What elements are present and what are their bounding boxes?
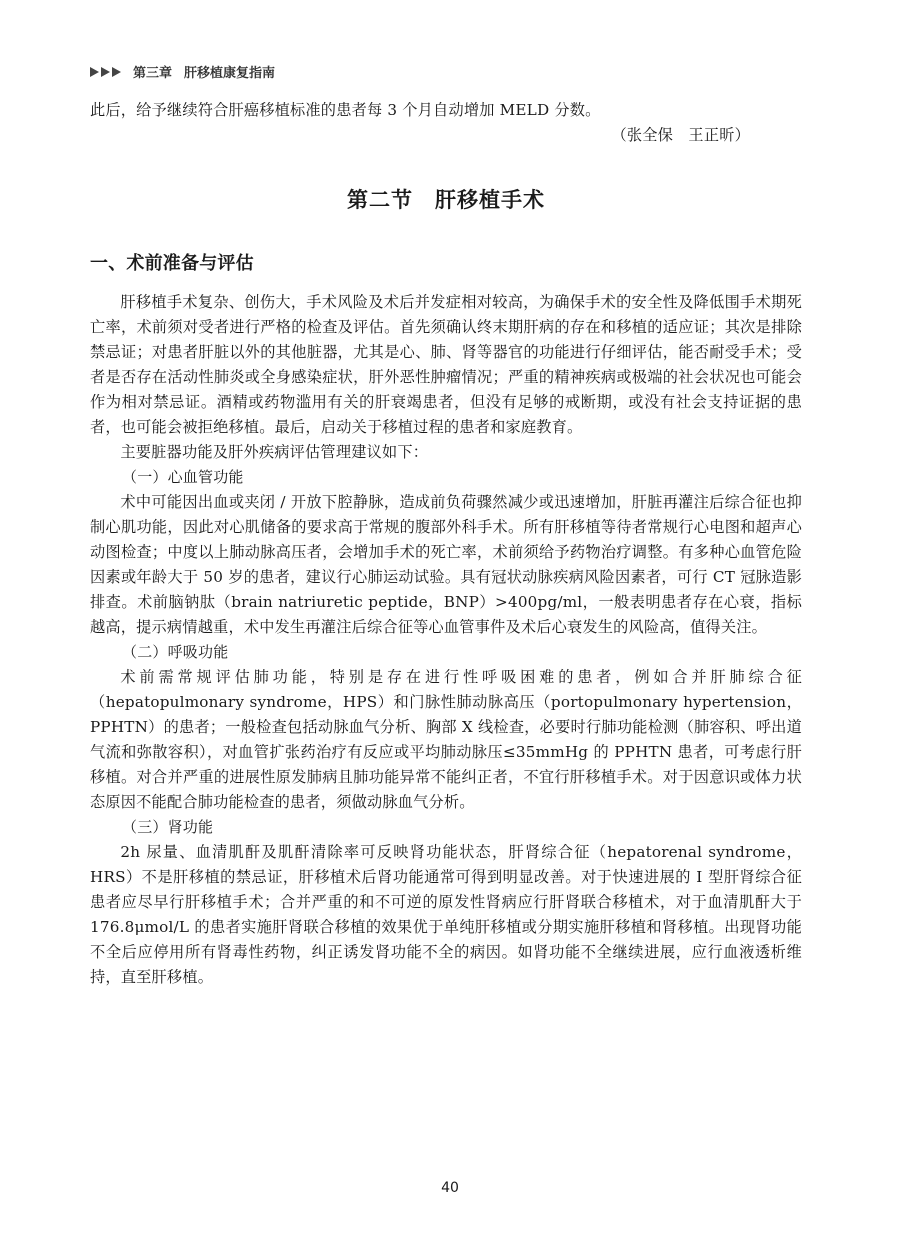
subheading-cardio: （一）心血管功能 — [122, 468, 244, 486]
book-title: 肝移植康复指南 — [184, 66, 276, 81]
running-head — [90, 62, 275, 81]
author-line: （张全保 王正昕） — [611, 126, 750, 144]
paragraph-cardio: 术中可能因出血或夹闭 / 开放下腔静脉，造成前负荷骤然减少或迅速增加，肝脏再灌注后综合征也抑制心肌功能，因此对心肌储备的要求高于常规的腹部外科手术。所有肝移植等待者常规行心电图和超声心动图检查；中度以上肺动脉高压者，会增加手术的死亡率，术前须给予药物治疗调整。有多种心血管危险因素或年龄大于 50 岁的患者，建议行心肺运动试验。具有冠状动脉疾病风险因素者，可行 CT 冠脉造影排查。术前脑钠肽（brain natriuretic peptide，BNP）>400pg/ml，一般表明患者存在心衰，指标越高，提示病情越重，术中发生再灌注后综合征等心血管事件及术后心衰发生的风险高，值得关注。 — [90, 493, 802, 636]
paragraph-renal: 2h 尿量、血清肌酐及肌酐清除率可反映肾功能状态，肝肾综合征（hepatorenal syndrome，HRS）不是肝移植的禁忌证，肝移植术后肾功能通常可得到明显改善。对于快速进展的 Ⅰ 型肝肾综合征患者应尽早行肝移植手术；合并严重的和不可逆的原发性肾病应行肝肾联合移植术，对于血清肌酐大于 176.8μmol/L 的患者实施肝肾联合移植的效果优于单纯肝移植或分期实施肝移植和肾移植。出现肾功能不全后应停用所有肾毒性药物，纠正诱发肾功能不全的病因。如肾功能不全继续进展，应行血液透析维持，直至肝移植。 — [90, 843, 802, 986]
triangle-marks-icon — [90, 67, 123, 77]
subheading-respiratory: （二）呼吸功能 — [122, 643, 229, 661]
paragraph-recommendations: 主要脏器功能及肝外疾病评估管理建议如下： — [120, 443, 429, 461]
paragraph-overview: 肝移植手术复杂、创伤大，手术风险及术后并发症相对较高，为确保手术的安全性及降低围手术期死亡率，术前须对受者进行严格的检查及评估。首先须确认终末期肝病的存在和移植的适应证；其次是排除禁忌证；对患者肝脏以外的其他脏器，尤其是心、肺、肾等器官的功能进行仔细评估，能否耐受手术；受者是否存在活动性肺炎或全身感染症状，肝外恶性肿瘤情况；严重的精神疾病或极端的社会状况也可能会作为相对禁忌证。酒精或药物滥用有关的肝衰竭患者，但没有足够的戒断期，或没有社会支持证据的患者，也可能会被拒绝移植。最后，启动关于移植过程的患者和家庭教育。 — [90, 293, 802, 436]
intro-line: 此后，给予继续符合肝癌移植标准的患者每 3 个月自动增加 MELD 分数。 — [90, 101, 601, 119]
section-title: 第二节 肝移植手术 — [347, 188, 545, 212]
paragraph-respiratory: 术前需常规评估肺功能，特别是存在进行性呼吸困难的患者，例如合并肝肺综合征（hepatopulmonary syndrome，HPS）和门脉性肺动脉高压（portopulmonary hypertension，PPHTN）的患者；一般检查包括动脉血气分析、胸部 X 线检查，必要时行肺功能检测（肺容积、呼出道气流和弥散容积），对血管扩张药治疗有反应或平均肺动脉压≤35mmHg 的 PPHTN 患者，可考虑行肝移植。对合并严重的进展性原发肺病且肺功能异常不能纠正者，不宜行肝移植手术。对于因意识或体力状态原因不能配合肺功能检查的患者，须做动脉血气分析。 — [90, 668, 802, 811]
page-number: 40 — [441, 1180, 459, 1196]
heading-preop: 一、术前准备与评估 — [90, 253, 254, 274]
subheading-renal: （三）肾功能 — [122, 818, 214, 836]
page-body — [90, 98, 802, 990]
chapter-label: 第三章 — [133, 66, 173, 81]
